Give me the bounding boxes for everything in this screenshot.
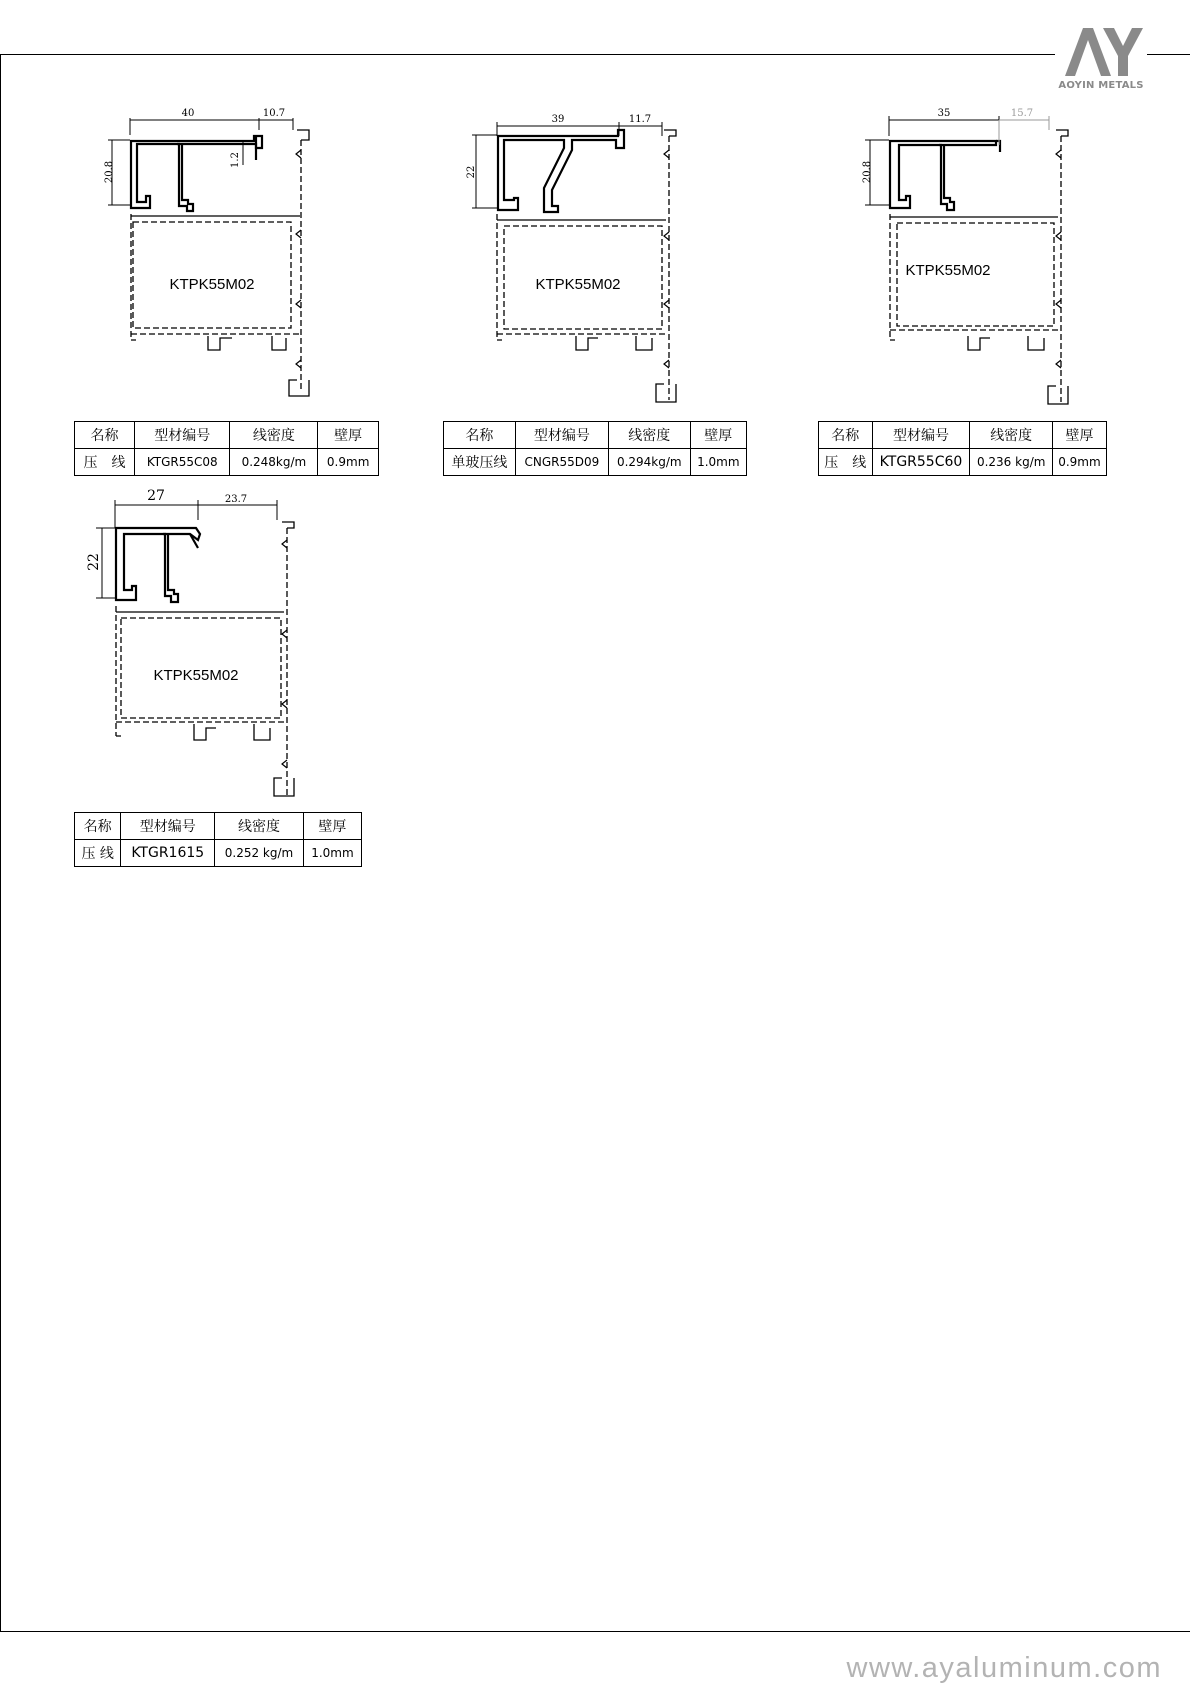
header-thickness: 壁厚: [303, 813, 361, 840]
header-name: 名称: [819, 422, 873, 449]
profile-4-svg: [0, 0, 400, 820]
header-density: 线密度: [970, 422, 1052, 449]
spec-density: 0.252 kg/m: [215, 840, 304, 867]
website-url: www.ayaluminum.com: [846, 1652, 1162, 1684]
header-name: 名称: [75, 813, 121, 840]
dim-height-2: 22: [466, 165, 477, 179]
spec-table-header-row: [444, 422, 747, 449]
spec-thickness: 1.0mm: [303, 840, 361, 867]
dim-height-4: 22: [86, 553, 102, 571]
header-code: 型材编号: [872, 422, 970, 449]
header-density: 线密度: [230, 422, 318, 449]
dim-lip-2: 11.7: [628, 114, 652, 125]
header-thickness: 壁厚: [318, 422, 379, 449]
brand-name: AOYIN METALS: [1058, 80, 1144, 91]
spec-density: 0.248kg/m: [230, 449, 318, 476]
dim-width-1: 40: [181, 108, 195, 119]
dim-width-4: 27: [147, 488, 165, 504]
spec-table-4: [74, 812, 362, 867]
dim-lip-3: 15.7: [1010, 108, 1034, 119]
spec-name: 压 线: [75, 449, 135, 476]
spec-density: 0.236 kg/m: [970, 449, 1052, 476]
dim-height-3: 20.8: [862, 160, 873, 184]
header-thickness: 壁厚: [1052, 422, 1106, 449]
dim-lip-4: 23.7: [224, 494, 248, 505]
spec-table-row: [819, 449, 1107, 476]
frame-label-4: KTPK55M02: [153, 667, 239, 684]
spec-table-header-row: [819, 422, 1107, 449]
header-thickness: 壁厚: [690, 422, 746, 449]
dim-height-1: 20.8: [104, 160, 115, 184]
spec-table-row: [444, 449, 747, 476]
spec-density: 0.294kg/m: [608, 449, 690, 476]
spec-thickness: 0.9mm: [1052, 449, 1106, 476]
dim-width-3: 35: [937, 108, 951, 119]
spec-code: CNGR55D09: [515, 449, 608, 476]
spec-thickness: 1.0mm: [690, 449, 746, 476]
header-code: 型材编号: [515, 422, 608, 449]
spec-table-3: [818, 421, 1107, 476]
spec-table-row: [75, 840, 362, 867]
frame-label-3: KTPK55M02: [905, 262, 991, 279]
spec-name: 单玻压线: [444, 449, 516, 476]
header-code: 型材编号: [121, 813, 215, 840]
dim-lip-1: 10.7: [262, 108, 286, 119]
spec-code: KTGR55C08: [135, 449, 230, 476]
spec-code: KTGR55C60: [872, 449, 970, 476]
spec-name: 压 线: [75, 840, 121, 867]
frame-label-1: KTPK55M02: [169, 276, 255, 293]
dim-gap-1: 1.2: [230, 152, 241, 168]
header-density: 线密度: [608, 422, 690, 449]
spec-table-2: [443, 421, 747, 476]
header-density: 线密度: [215, 813, 304, 840]
frame-label-2: KTPK55M02: [535, 276, 621, 293]
dim-width-2: 39: [551, 114, 565, 125]
spec-name: 压 线: [819, 449, 873, 476]
header-name: 名称: [444, 422, 516, 449]
header-name: 名称: [75, 422, 135, 449]
header-code: 型材编号: [135, 422, 230, 449]
spec-code: KTGR1615: [121, 840, 215, 867]
spec-thickness: 0.9mm: [318, 449, 379, 476]
spec-table-header-row: [75, 813, 362, 840]
